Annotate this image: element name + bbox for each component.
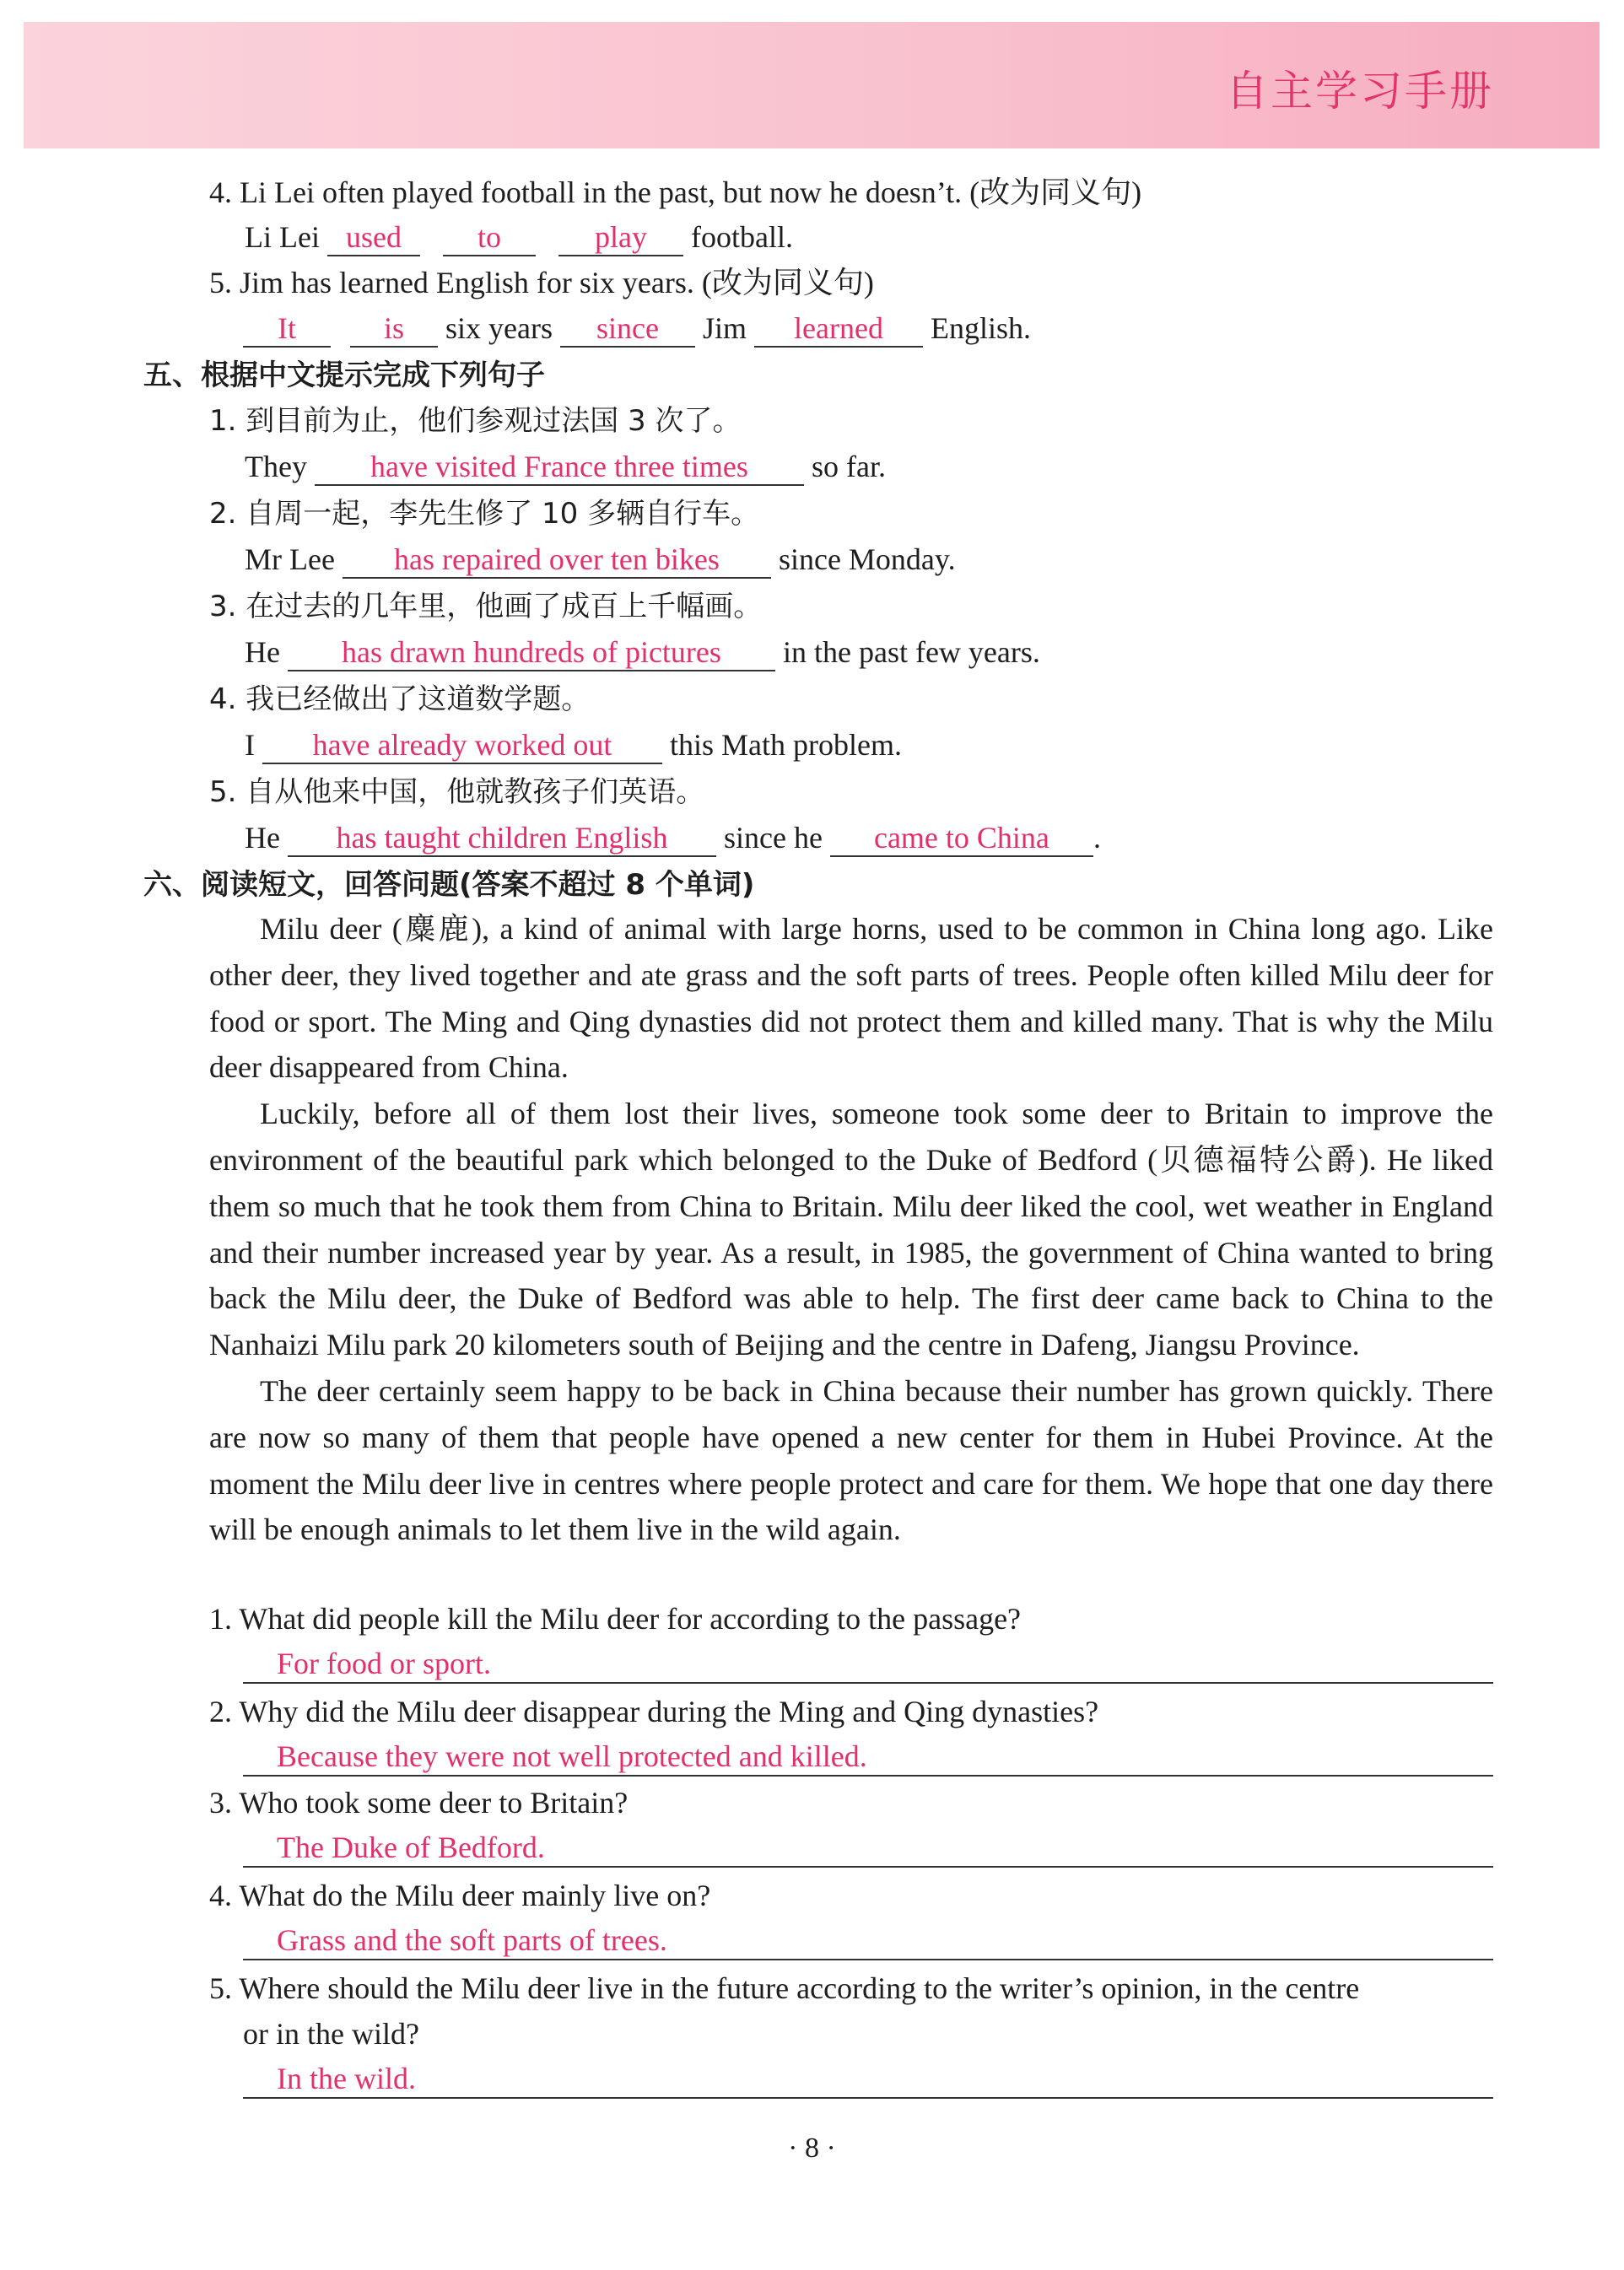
header-title: 自主学习手册 <box>1226 67 1494 116</box>
p4-q5-blank-3: since <box>560 310 695 348</box>
p5-q2-pre: Mr Lee <box>245 542 335 576</box>
p5-q4-cn: 4. 我已经做出了这道数学题。 <box>209 682 591 716</box>
p6-q4-question: 4. What do the Milu deer mainly live on? <box>209 1879 711 1912</box>
p4-q5-text-1: six years <box>445 311 553 345</box>
page-header-banner <box>24 22 1600 148</box>
p6-q3-answer: The Duke of Bedford. <box>243 1829 1493 1868</box>
p5-q2-answer-line <box>245 540 956 579</box>
reading-passage <box>209 906 1493 1553</box>
p4-q4-blank-1: used <box>327 219 420 256</box>
p4-q5-text-2: Jim <box>702 311 747 345</box>
p5-q2-post: since Monday. <box>778 542 956 576</box>
p4-q4-blank-2: to <box>443 219 536 256</box>
p6-q5-question-line-1: 5. Where should the Milu deer live in the future according to the writer’s opinion, in the centre <box>209 1971 1360 2005</box>
p6-q5-question-line-2: or in the wild? <box>243 2017 419 2051</box>
p6-q2-question: 2. Why did the Milu deer disappear during the Ming and Qing dynasties? <box>209 1695 1099 1728</box>
p5-q5-blank-2: came to China <box>830 820 1093 857</box>
p5-q1-answer-line <box>245 447 886 486</box>
p4-q4-post: football. <box>690 220 793 254</box>
p5-q2-cn: 2. 自周一起，李先生修了 10 多辆自行车。 <box>209 497 760 531</box>
p5-q3-post: in the past few years. <box>782 635 1040 669</box>
p6-q1-answer: For food or sport. <box>243 1645 1493 1684</box>
p5-q4-blank: have already worked out <box>262 727 662 764</box>
p4-q5-blank-2: is <box>350 310 438 348</box>
passage-paragraph-3: The deer certainly seem happy to be back in China because their number has grown quickly. There are now so many of them that people have opened a new center for them in Hubei Province. At the moment the Milu deer live in centres where people protect and care for them. We hope that one day there will be enough animals to let them live in the wild again. <box>209 1373 1493 1547</box>
passage-paragraph-1: Milu deer (麋鹿), a kind of animal with large horns, used to be common in China long ago. Like other deer, they lived together and ate grass and the soft parts of trees. People often killed Milu deer for food or sport. The Ming and Qing dynasties did not protect them and killed many. That is why the Milu deer disappeared from China. <box>209 912 1493 1085</box>
p5-q1-post: so far. <box>811 450 886 483</box>
p4-q4-prompt: 4. Li Lei often played football in the past, but now he doesn’t. (改为同义句) <box>209 175 1142 209</box>
p6-q5-answer: In the wild. <box>243 2060 1493 2099</box>
p5-q5-pre: He <box>245 821 280 855</box>
p5-q5-cn: 5. 自从他来中国，他就教孩子们英语。 <box>209 775 705 809</box>
p4-q4-answer-line <box>245 218 793 256</box>
p6-q4-answer: Grass and the soft parts of trees. <box>243 1922 1493 1960</box>
p5-q2-blank: has repaired over ten bikes <box>343 542 771 579</box>
passage-paragraph-2: Luckily, before all of them lost their lives, someone took some deer to Britain to improve the environment of the beautiful park which belonged to the Duke of Bedford (贝德福特公爵). He liked them so much that he took them from China to Britain. Milu deer liked the cool, wet weather in England and their number increased year by year. As a result, in 1985, the government of China wanted to bring back the Milu deer, the Duke of Bedford was able to help. The first deer came back to China to the Nanhaizi Milu park 20 kilometers south of Beijing and the centre in Dafeng, Jiangsu Province. <box>209 1097 1493 1362</box>
p5-q3-answer-line <box>245 633 1040 671</box>
part5-title: 五、根据中文提示完成下列句子 <box>143 359 545 392</box>
p4-q5-text-3: English. <box>930 311 1031 345</box>
p5-q4-post: this Math problem. <box>670 728 902 762</box>
p4-q5-blank-1: It <box>243 310 331 348</box>
p5-q1-blank: have visited France three times <box>315 449 804 486</box>
part6-title: 六、阅读短文，回答问题(答案不超过 8 个单词) <box>143 868 755 902</box>
p6-q1-question: 1. What did people kill the Milu deer for according to the passage? <box>209 1602 1022 1636</box>
p4-q4-pre: Li Lei <box>245 220 320 254</box>
p5-q1-pre: They <box>245 450 307 483</box>
p5-q4-answer-line <box>245 725 902 764</box>
p4-q5-answer-line <box>243 309 1031 348</box>
p4-q5-prompt: 5. Jim has learned English for six years. (改为同义句) <box>209 266 874 299</box>
p5-q5-end: . <box>1093 821 1101 855</box>
p5-q3-pre: He <box>245 635 280 669</box>
p5-q5-mid: since he <box>723 821 823 855</box>
p4-q5-blank-4: learned <box>754 310 923 348</box>
p6-q3-question: 3. Who took some deer to Britain? <box>209 1786 629 1820</box>
p5-q1-cn: 1. 到目前为止，他们参观过法国 3 次了。 <box>209 404 742 438</box>
p5-q5-answer-line <box>245 818 1101 857</box>
p4-q4-blank-3: play <box>558 219 683 256</box>
p5-q5-blank-1: has taught children English <box>288 820 716 857</box>
p5-q3-blank: has drawn hundreds of pictures <box>288 634 775 671</box>
p5-q4-pre: I <box>245 728 255 762</box>
page-number: · 8 · <box>788 2133 836 2164</box>
p6-q2-answer: Because they were not well protected and killed. <box>243 1738 1493 1777</box>
p5-q3-cn: 3. 在过去的几年里，他画了成百上千幅画。 <box>209 590 763 623</box>
